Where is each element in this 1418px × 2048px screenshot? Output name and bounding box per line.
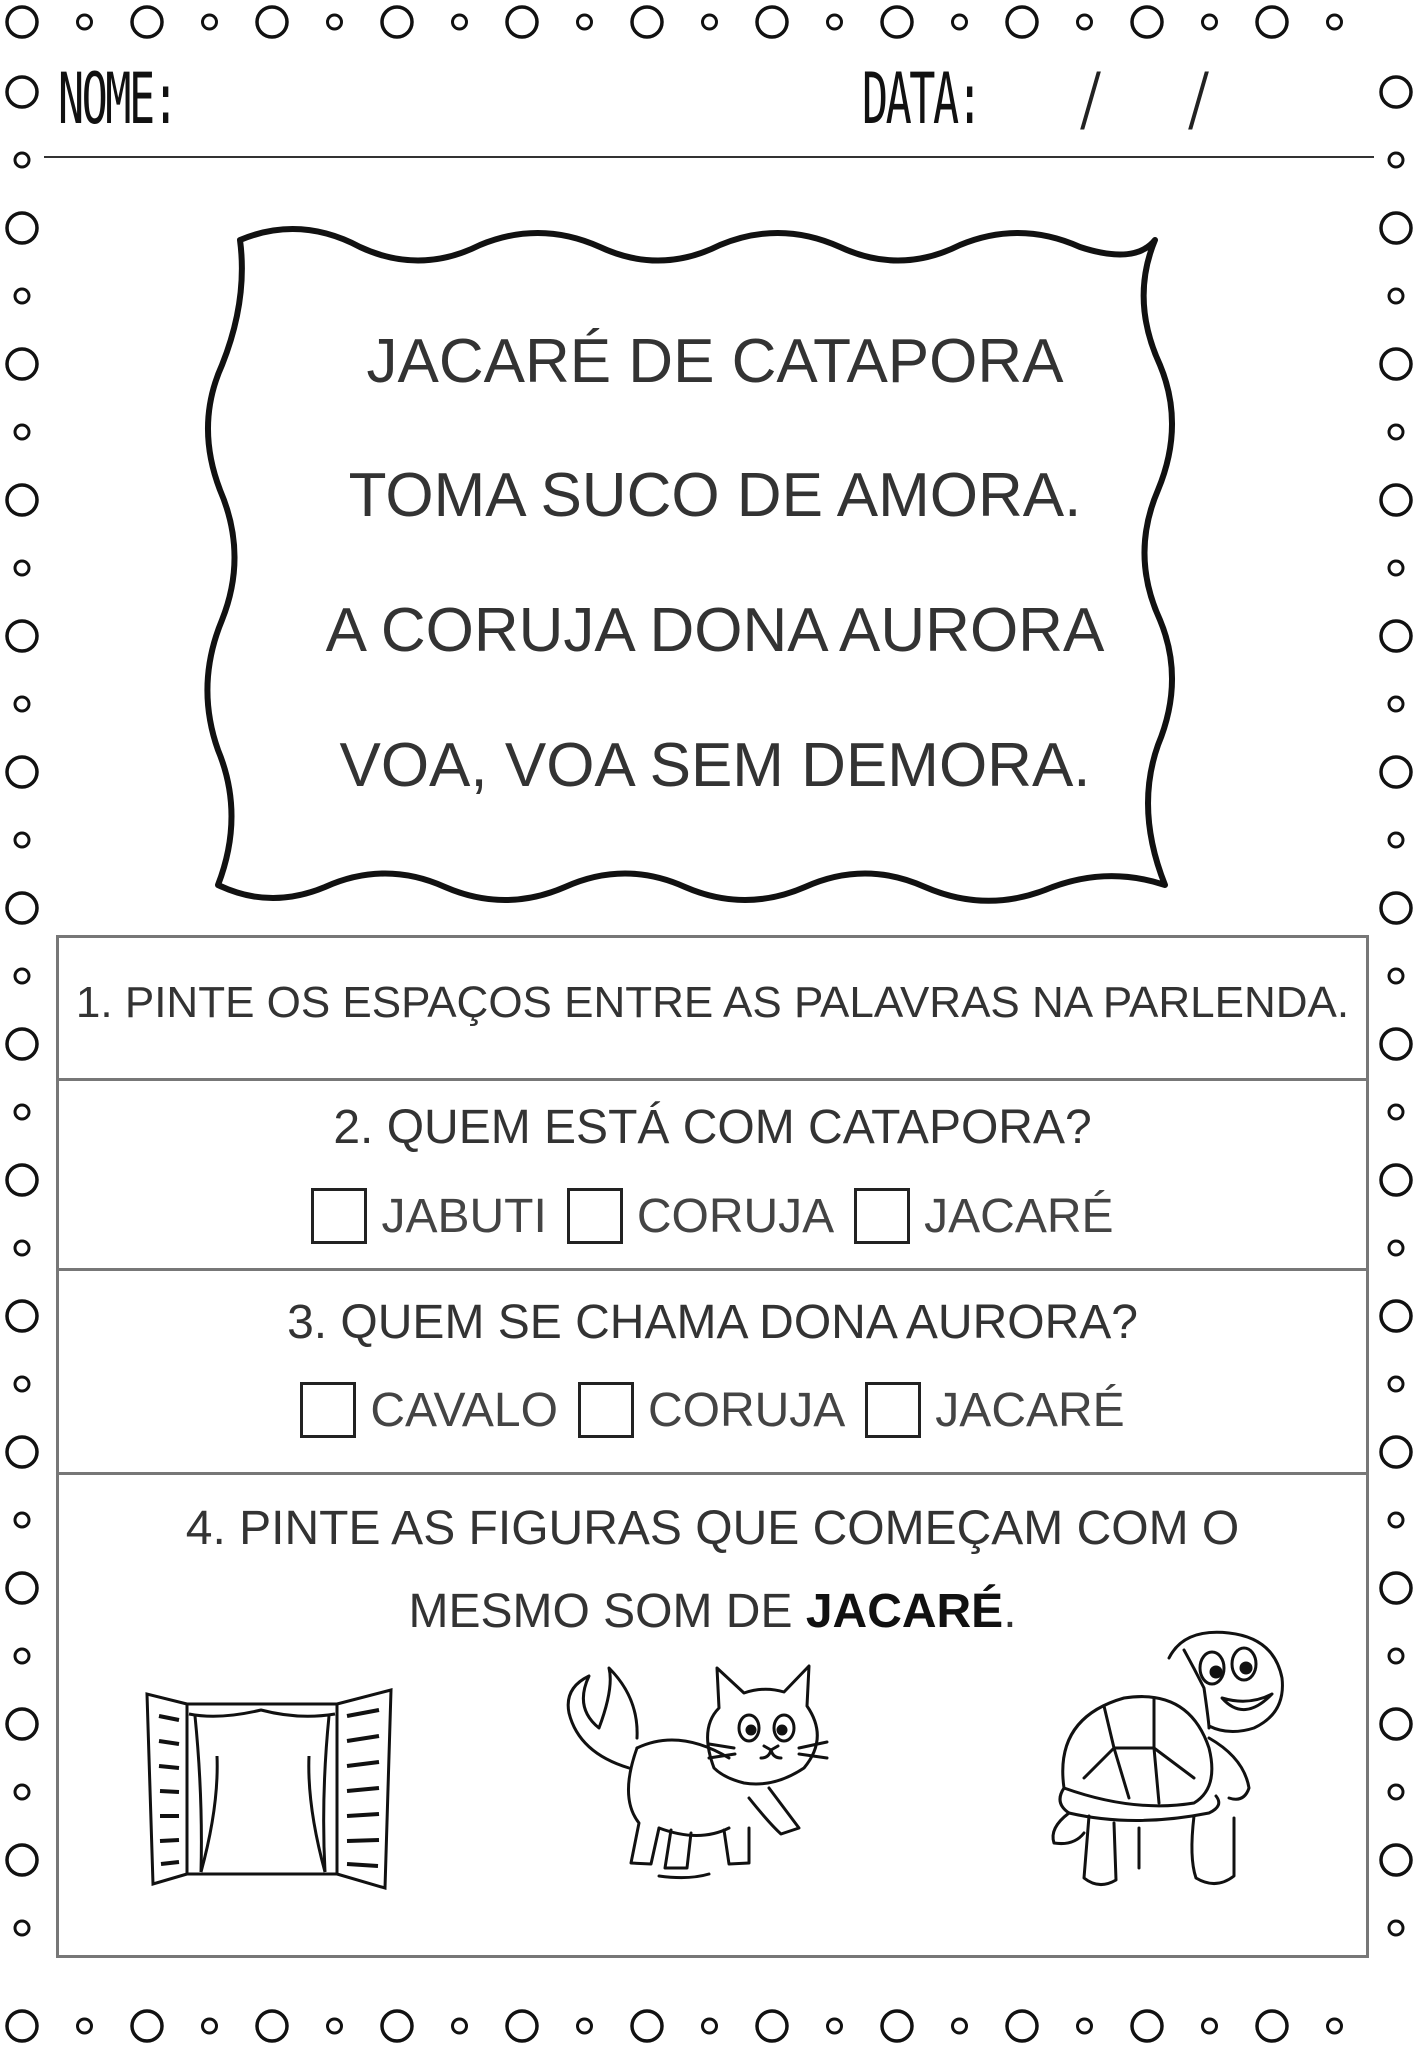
border-dot: [882, 7, 912, 37]
border-dot: [578, 15, 592, 29]
border-dot: [1381, 1437, 1411, 1467]
checkbox[interactable]: [300, 1382, 356, 1438]
border-dot: [132, 2011, 162, 2041]
border-dot: [703, 15, 717, 29]
border-dot: [703, 2019, 717, 2033]
border-dot: [7, 213, 37, 243]
border-dot: [1389, 833, 1403, 847]
border-dot: [578, 2019, 592, 2033]
border-dot: [203, 15, 217, 29]
border-dot: [7, 485, 37, 515]
border-dot: [15, 425, 29, 439]
border-dot: [507, 7, 537, 37]
checkbox[interactable]: [311, 1188, 367, 1244]
poem-line: VOA, VOA SEM DEMORA.: [339, 731, 1091, 800]
border-dot: [1389, 1921, 1403, 1935]
border-dot: [7, 1301, 37, 1331]
border-dot: [1007, 7, 1037, 37]
border-dot: [7, 1029, 37, 1059]
border-dot: [7, 1165, 37, 1195]
border-dot: [1132, 2011, 1162, 2041]
option-label: CORUJA: [647, 1383, 846, 1437]
checkbox[interactable]: [854, 1188, 910, 1244]
border-dot: [78, 2019, 92, 2033]
border-dot: [15, 1649, 29, 1663]
border-dot: [7, 1437, 37, 1467]
border-dot: [7, 621, 37, 651]
border-dot: [15, 1377, 29, 1391]
row-divider: [59, 1472, 1366, 1475]
border-dot: [1328, 2019, 1342, 2033]
border-dot: [1078, 15, 1092, 29]
border-dot: [15, 561, 29, 575]
border-dot: [1389, 1105, 1403, 1119]
border-dot: [382, 7, 412, 37]
question-3: 3. QUEM SE CHAMA DONA AURORA?: [287, 1296, 1138, 1349]
option-label: JACARÉ: [924, 1189, 1114, 1243]
border-dot: [1381, 1845, 1411, 1875]
option-label: CORUJA: [636, 1189, 835, 1243]
border-dot: [7, 77, 37, 107]
border-dot: [328, 15, 342, 29]
poem-line: A CORUJA DONA AURORA: [325, 596, 1105, 665]
option-coruja[interactable]: [578, 1382, 845, 1438]
border-dot: [757, 2011, 787, 2041]
border-dot: [1381, 485, 1411, 515]
border-dot: [632, 7, 662, 37]
name-label: NOME:: [58, 58, 177, 140]
border-dot: [1007, 2011, 1037, 2041]
border-dot: [15, 1513, 29, 1527]
border-dot: [1381, 77, 1411, 107]
border-dot: [1389, 1377, 1403, 1391]
border-dot: [1381, 621, 1411, 651]
border-dot: [7, 1709, 37, 1739]
border-dot: [1389, 1513, 1403, 1527]
border-dot: [15, 1785, 29, 1799]
border-dot: [7, 2011, 37, 2041]
row-divider: [59, 1078, 1366, 1081]
border-dot: [1389, 697, 1403, 711]
border-dot: [828, 15, 842, 29]
date-separator: /: [1078, 58, 1105, 140]
checkbox[interactable]: [865, 1382, 921, 1438]
border-dot: [203, 2019, 217, 2033]
border-dot: [1389, 561, 1403, 575]
border-dot: [15, 1241, 29, 1255]
border-dot: [1078, 2019, 1092, 2033]
option-coruja[interactable]: [567, 1188, 834, 1244]
row-divider: [59, 1268, 1366, 1271]
border-dot: [453, 2019, 467, 2033]
question-4-line-2: MESMO SOM DE JACARÉ.: [408, 1585, 1017, 1638]
border-dot: [15, 289, 29, 303]
border-dot: [1389, 289, 1403, 303]
question-4-line-1: 4. PINTE AS FIGURAS QUE COMEÇAM COM O: [185, 1502, 1240, 1555]
option-label: CAVALO: [370, 1383, 558, 1437]
border-dot: [7, 1573, 37, 1603]
border-dot: [1381, 349, 1411, 379]
date-label: DATA:: [862, 58, 981, 140]
border-dot: [953, 15, 967, 29]
border-dot: [1381, 1301, 1411, 1331]
highlight-word: JACARÉ: [805, 1585, 1004, 1638]
border-dot: [1389, 425, 1403, 439]
border-dot: [828, 2019, 842, 2033]
border-dot: [1132, 7, 1162, 37]
option-jacare[interactable]: [865, 1382, 1124, 1438]
option-label: JACARÉ: [935, 1383, 1125, 1437]
border-dot: [78, 15, 92, 29]
border-dot: [1389, 1649, 1403, 1663]
border-dot: [7, 757, 37, 787]
checkbox[interactable]: [567, 1188, 623, 1244]
question-2-options: [59, 1188, 1366, 1244]
cat-icon[interactable]: [559, 1658, 859, 1888]
border-dot: [7, 349, 37, 379]
border-dot: [1389, 969, 1403, 983]
border-dot: [7, 7, 37, 37]
question-3-options: [59, 1382, 1366, 1438]
border-dot: [1381, 213, 1411, 243]
border-dot: [1257, 2011, 1287, 2041]
border-dot: [1203, 2019, 1217, 2033]
border-dot: [7, 1845, 37, 1875]
border-dot: [1389, 1785, 1403, 1799]
border-dot: [15, 969, 29, 983]
border-dot: [1203, 15, 1217, 29]
border-dot: [1328, 15, 1342, 29]
border-dot: [1389, 1241, 1403, 1255]
border-dot: [382, 2011, 412, 2041]
border-dot: [757, 7, 787, 37]
checkbox[interactable]: [578, 1382, 634, 1438]
turtle-icon[interactable]: [1044, 1628, 1289, 1898]
option-jacare[interactable]: [854, 1188, 1113, 1244]
border-dot: [15, 697, 29, 711]
option-jabuti[interactable]: [311, 1188, 546, 1244]
border-dot: [1381, 1573, 1411, 1603]
poem-line: JACARÉ DE CATAPORA: [366, 327, 1064, 396]
border-dot: [1381, 893, 1411, 923]
border-dot: [1381, 1165, 1411, 1195]
border-dot: [1257, 7, 1287, 37]
border-dot: [1381, 757, 1411, 787]
border-dot: [1381, 1709, 1411, 1739]
border-dot: [15, 153, 29, 167]
border-dot: [453, 15, 467, 29]
window-icon[interactable]: [139, 1686, 399, 1896]
option-cavalo[interactable]: [300, 1382, 558, 1438]
border-dot: [15, 1105, 29, 1119]
border-dot: [882, 2011, 912, 2041]
question-1: 1. PINTE OS ESPAÇOS ENTRE AS PALAVRAS NA PARLENDA.: [75, 978, 1350, 1027]
border-dot: [632, 2011, 662, 2041]
border-dot: [1389, 153, 1403, 167]
border-dot: [7, 893, 37, 923]
border-dot: [15, 1921, 29, 1935]
option-label: JABUTI: [381, 1189, 547, 1243]
questions-table: [56, 935, 1369, 1958]
border-dot: [15, 833, 29, 847]
border-dot: [328, 2019, 342, 2033]
poem-line: TOMA SUCO DE AMORA.: [348, 461, 1082, 530]
date-separator: /: [1186, 58, 1213, 140]
border-dot: [1381, 1029, 1411, 1059]
border-dot: [257, 2011, 287, 2041]
border-dot: [132, 7, 162, 37]
border-dot: [953, 2019, 967, 2033]
border-dot: [507, 2011, 537, 2041]
border-dot: [257, 7, 287, 37]
header-divider: [44, 156, 1374, 158]
question-2: 2. QUEM ESTÁ COM CATAPORA?: [333, 1101, 1092, 1154]
